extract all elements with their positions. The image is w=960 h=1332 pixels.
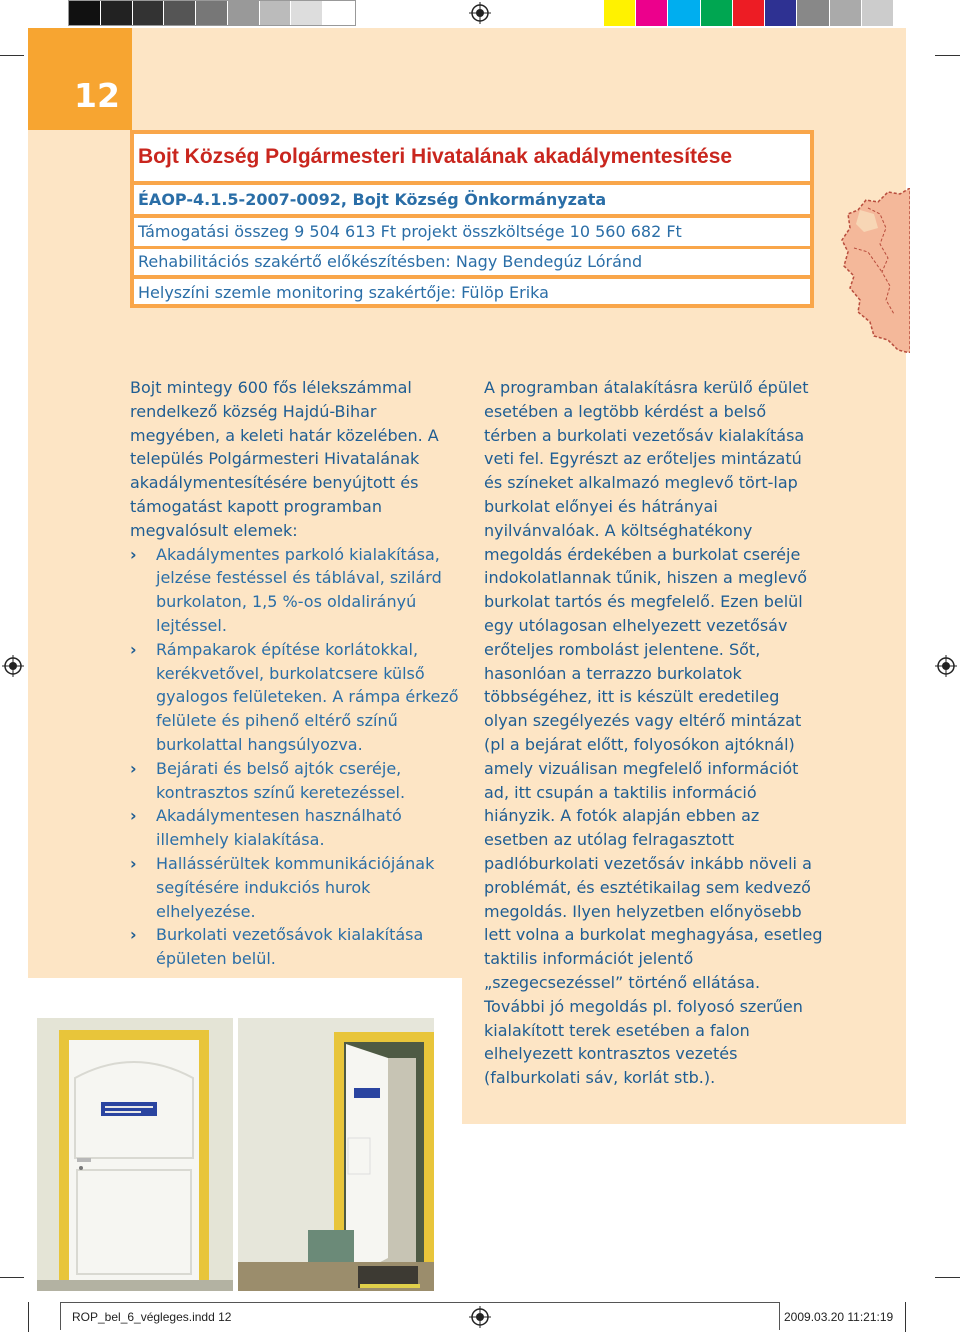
crop-mark	[935, 55, 960, 56]
crop-mark	[0, 55, 24, 56]
list-item: › Burkolati vezetősávok kialakítása épületen belül.	[130, 923, 470, 971]
analysis-paragraph: A programban átalakításra kerülő épület esetében a legtöbb kérdést a belső térben a burkolati vezetősáv kialakítása veti fel. Egyrészt az erőteljes mintázatú és színeket alkalmazó meglevő tört-lap burkolat előnyei és hátrányai nyilvánvalóak. A költséghatékony megoldás érdekében a burkolat cseréje indokolatlannak tűnik, hiszen a meglevő burkolat tartós és megfelelő. Ezen belül egy utólagosan elhelyezett vezetősáv erőteljes rombolást jelentene. Sőt, hasonlóan a terrazzo burkolatok többségéhez, itt is készült eredetileg olyan szegélyezés vagy eltérő mintázat (pl a bejárat előtt, folyosókon ajtóknál) amely vizuálisan megfelelő információt ad, itt csupán a taktilis információ hiányzik. A fotók alapján ebben az esetben az utólag felragasztott padlóburkolati vezetősáv inkább növeli a problémát, és esztétikailag sem kedvező megoldás. Ilyen helyzetben előnyösebb lett volna a burkolat meghagyása, esetleg taktilis információt jelentő „szegecsezéssel” történő ellátása. További jó megoldás pl. folyosó szerűen kialakított terek esetében a falon elhelyezett kontrasztos vezetés (falburkolati sáv, korlát stb.).	[484, 378, 823, 1088]
registration-mark-icon	[2, 655, 24, 677]
list-item: › Akadálymentes parkoló kialakítása, jelzése festéssel és táblával, szilárd burkolaton, 1,5 %-os oldalirányú lejtéssel.	[130, 543, 470, 638]
print-timestamp: 2009.03.20 11:21:19	[784, 1310, 894, 1324]
corridor-photo-image	[238, 1018, 434, 1291]
file-name: ROP_bel_6_végleges.indd 12	[72, 1310, 232, 1324]
crop-mark	[935, 1277, 960, 1278]
project-id: ÉAOP-4.1.5-2007-0092, Bojt Község Önkormányzata	[138, 190, 607, 209]
registration-mark-icon	[935, 655, 957, 677]
grayscale-registration-bar	[68, 0, 356, 26]
page-title: Bojt Község Polgármesteri Hivatalának akadálymentesítése	[138, 145, 733, 168]
monitoring-expert: Helyszíni szemle monitoring szakértője: Fülöp Erika	[138, 283, 549, 302]
list-item: › Hallássérültek kommunikációjának segítésére indukciós hurok elhelyezése.	[130, 852, 470, 923]
crop-mark	[905, 1302, 906, 1332]
crop-mark	[0, 1277, 24, 1278]
map-decoration-icon	[840, 188, 910, 353]
page-number: 12	[74, 76, 120, 115]
left-column	[130, 376, 470, 971]
registration-mark-icon	[469, 2, 491, 24]
right-column	[484, 376, 824, 1090]
list-item: › Akadálymentesen használható illemhely kialakítása.	[130, 804, 470, 852]
list-item: › Bejárati és belső ajtók cseréje, kontrasztos színű keretezéssel.	[130, 757, 470, 805]
door-photo-image	[37, 1018, 233, 1291]
list-item: › Rámpakarok építése korlátokkal, kerékvetővel, burkolatcsere külső gyalogos felületeken. A rámpa érkező felülete és pihenő eltérő színű burkolattal hangsúlyozva.	[130, 638, 470, 757]
element-list	[130, 543, 470, 971]
crop-mark	[28, 1302, 29, 1332]
intro-paragraph: Bojt mintegy 600 fős lélekszámmal rendelkező község Hajdú-Bihar megyében, a keleti határ közelében. A település Polgármesteri Hivatalának akadálymentesítésére benyújtott és támogatást kapott programban megvalósult elemek:	[130, 378, 439, 540]
rehab-expert: Rehabilitációs szakértő előkészítésben: Nagy Bendegúz Lóránd	[138, 252, 643, 271]
color-registration-bar	[604, 0, 894, 26]
funding-amount: Támogatási összeg 9 504 613 Ft projekt összköltsége 10 560 682 Ft	[138, 222, 682, 241]
